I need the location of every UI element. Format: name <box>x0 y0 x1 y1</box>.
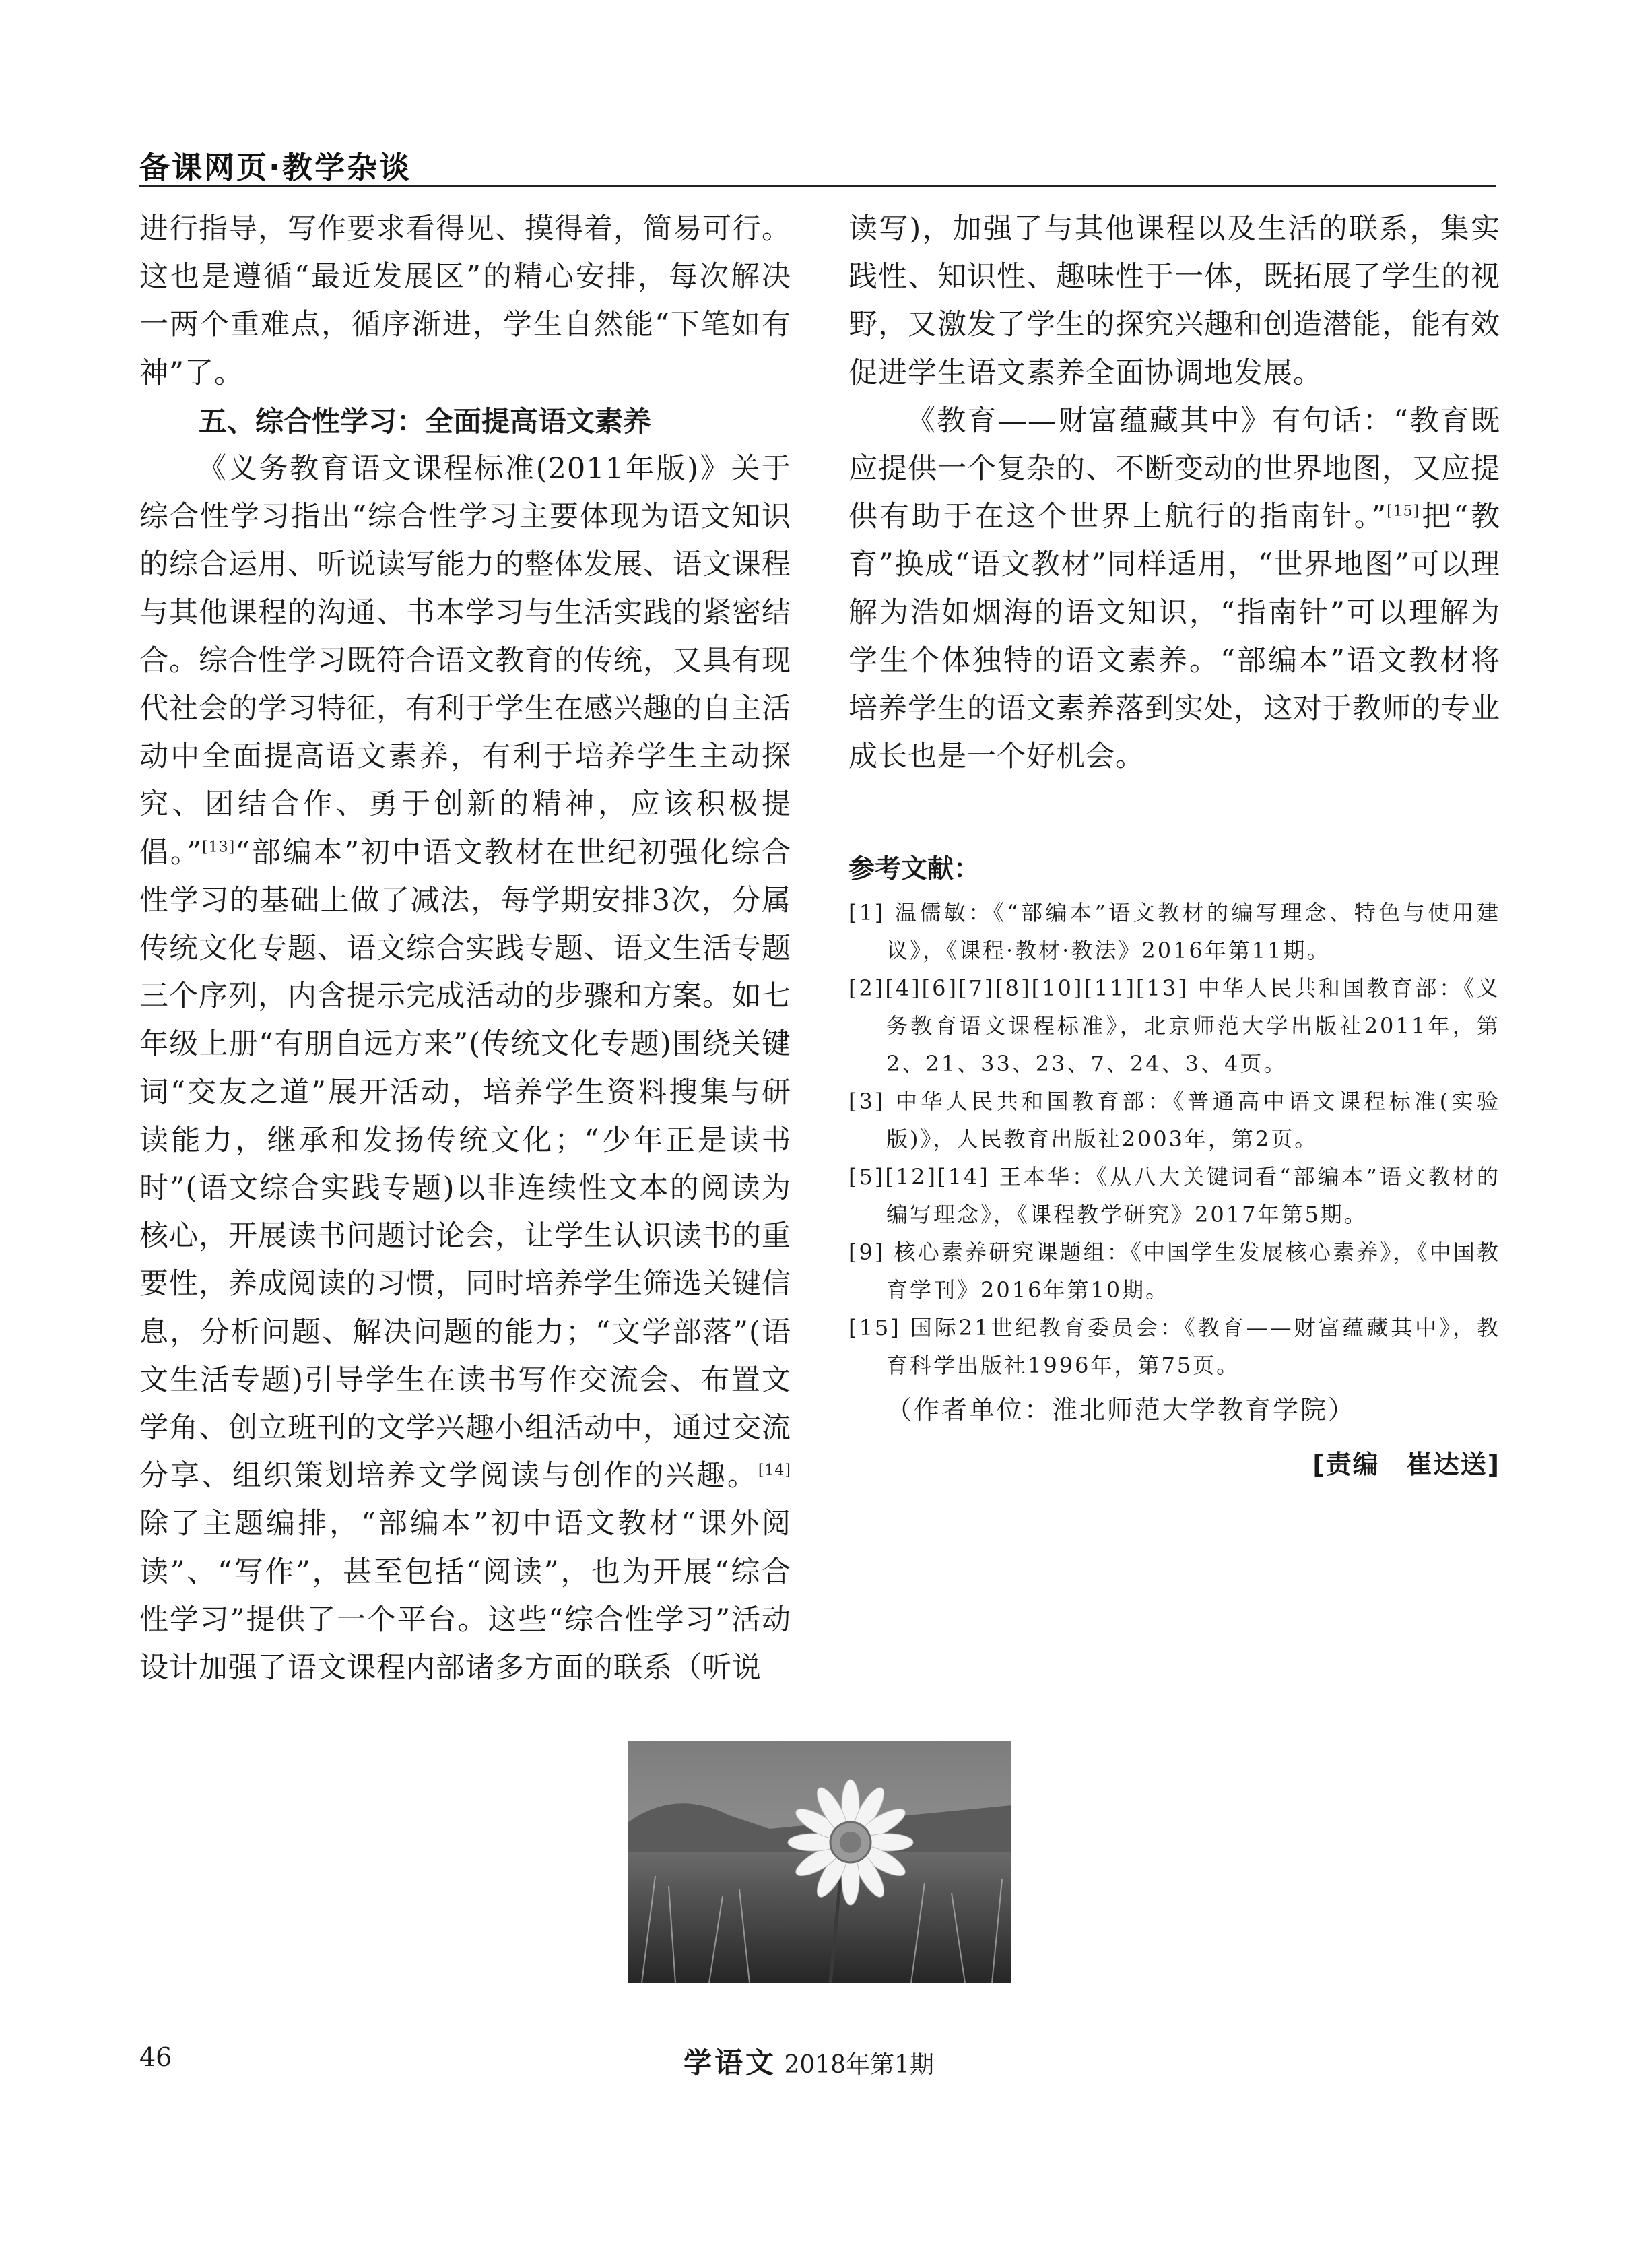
section-heading: 五、综合性学习：全面提高语文素养 <box>199 404 652 438</box>
page-header-title: 备课网页·教学杂谈 <box>139 150 412 185</box>
left-column <box>139 205 791 1692</box>
paragraph: 进行指导，写作要求看得见、摸得着，简易可行。这也是遵循“最近发展区”的精心安排，每次解决一两个重难点，循序渐进，学生自然能“下笔如有神”了。 <box>139 212 791 390</box>
citation-marker: [15] <box>1387 503 1420 520</box>
daisy-photo-illustration <box>628 1741 1011 1983</box>
reference-item: [9] 核心素养研究课题组：《中国学生发展核心素养》，《中国教育学刊》2016年第10期。 <box>848 1239 1500 1303</box>
paragraph: 读写)，加强了与其他课程以及生活的联系，集实践性、知识性、趣味性于一体，既拓展了学生的视野，又激发了学生的探究兴趣和创造潜能，能有效促进学生语文素养全面协调地发展。 <box>848 212 1500 390</box>
paragraph-text: 把“教育”换成“语文教材”同样适用，“世界地图”可以理解为浩如烟海的语文知识，“指南针”可以理解为学生个体独特的语文素养。“部编本”语文教材将培养学生的语文素养落到实处，这对于教师的专业成长也是一个好机会。 <box>848 500 1501 774</box>
daisy-photo <box>628 1741 1011 1983</box>
page-number: 46 <box>139 2042 172 2072</box>
paragraph <box>139 445 791 1692</box>
paragraph-text: 《义务教育语文课程标准(2011年版)》关于综合性学习指出“综合性学习主要体现为语文知识的综合运用、听说读写能力的整体发展、语文课程与其他课程的沟通、书本学习与生活实践的紧密结合。综合性学习既符合语文教育的传统，又具有现代社会的学习特征，有利于学生在感兴趣的自主活动中全面提高语文素养，有利于培养学生主动探究、团结合作、勇于创新的精神，应该积极提倡。” <box>139 452 791 870</box>
reference-item: [5][12][14] 王本华：《从八大关键词看“部编本”语文教材的编写理念》，《课程教学研究》2017年第5期。 <box>848 1164 1500 1228</box>
reference-item: [2][4][6][7][8][10][11][13] 中华人民共和国教育部：《义务教育语文课程标准》，北京师范大学出版社2011年，第2、21、33、23、7、24、3、4页。 <box>848 975 1500 1077</box>
reference-item: [1] 温儒敏：《“部编本”语文教材的编写理念、特色与使用建议》，《课程·教材·教法》2016年第11期。 <box>848 900 1500 964</box>
citation-marker: [13] <box>202 839 236 856</box>
reference-item: [3] 中华人民共和国教育部：《普通高中语文课程标准(实验版)》，人民教育出版社2003年，第2页。 <box>848 1089 1500 1153</box>
journal-name: 学语文 <box>684 2046 777 2079</box>
author-affiliation: （作者单位：淮北师范大学教育学院） <box>886 1395 1356 1425</box>
header-divider <box>139 185 1496 187</box>
right-column <box>848 205 1500 1481</box>
reference-list <box>848 894 1500 1384</box>
editor-credit: [责编 崔达送] <box>1312 1450 1500 1480</box>
references-title: 参考文献： <box>848 854 980 885</box>
journal-issue: 2018年第1期 <box>784 2051 934 2079</box>
paragraph <box>848 397 1500 781</box>
paragraph-text: 除了主题编排，“部编本”初中语文教材“课外阅读”、“写作”，甚至包括“阅读”，也为开展“综合性学习”提供了一个平台。这些“综合性学习”活动设计加强了语文课程内部诸多方面的联系（听说 <box>139 1507 791 1685</box>
reference-item: [15] 国际21世纪教育委员会：《教育——财富蕴藏其中》，教育科学出版社1996年，第75页。 <box>848 1315 1500 1379</box>
paragraph-text: 《教育——财富蕴藏其中》有句话：“教育既应提供一个复杂的、不断变动的世界地图，又应提供有助于在这个世界上航行的指南针。” <box>848 403 1500 534</box>
citation-marker: [14] <box>758 1462 791 1479</box>
paragraph-text: “部编本”初中语文教材在世纪初强化综合性学习的基础上做了减法，每学期安排3次，分属传统文化专题、语文综合实践专题、语文生活专题三个序列，内含提示完成活动的步骤和方案。如七年级上册“有朋自远方来”(传统文化专题)围绕关键词“交友之道”展开活动，培养学生资料搜集与研读能力，继承和发扬传统文化；“少年正是读书时”(语文综合实践专题)以非连续性文本的阅读为核心，开展读书问题讨论会，让学生认识读书的重要性，养成阅读的习惯，同时培养学生筛选关键信息，分析问题、解决问题的能力；“文学部落”(语文生活专题)引导学生在读书写作交流会、布置文学角、创立班刊的文学兴趣小组活动中，通过交流分享、组织策划培养文学阅读与创作的兴趣。 <box>139 835 792 1493</box>
journal-footer <box>684 2041 934 2081</box>
